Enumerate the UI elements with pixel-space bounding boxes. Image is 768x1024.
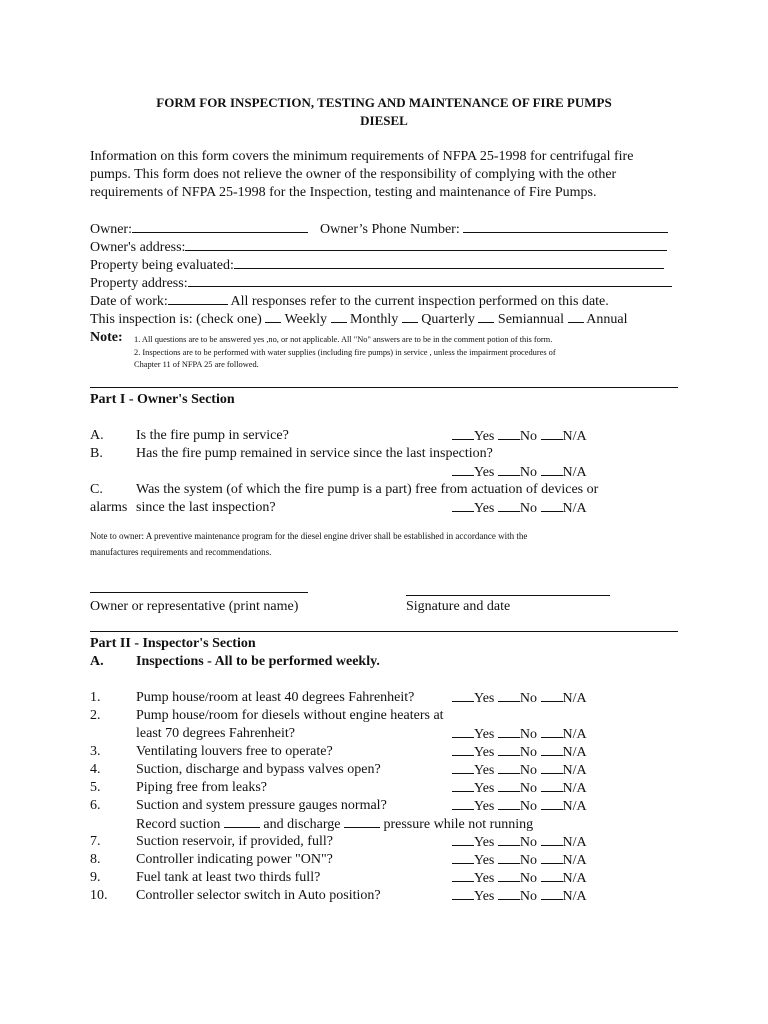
no-blank[interactable] (498, 779, 520, 792)
no-blank[interactable] (498, 725, 520, 738)
yes-label: Yes (474, 835, 495, 850)
annual-label: Annual (586, 312, 628, 327)
item-text: Fuel tank at least two thirds full? (136, 870, 321, 885)
yes-label: Yes (474, 781, 495, 796)
answer-options (452, 499, 587, 518)
part1-heading: Part I - Owner's Section (90, 392, 235, 407)
weekly-checkbox-line[interactable] (265, 310, 281, 323)
yes-blank[interactable] (452, 463, 474, 476)
na-label: N/A (562, 781, 587, 796)
yes-blank[interactable] (452, 499, 474, 512)
no-label: No (519, 871, 537, 886)
note-label: Note: (90, 330, 123, 345)
date-of-work-input-line[interactable] (168, 292, 228, 305)
na-label: N/A (562, 501, 587, 516)
item-number: 2. (90, 708, 101, 723)
owner-name-signature-line[interactable] (90, 592, 308, 593)
owner-phone-input-line[interactable] (463, 220, 668, 233)
owner-note-line: manufactures requirements and recommendations. (90, 547, 272, 557)
suction-pressure-blank[interactable] (224, 815, 260, 828)
item-number: 8. (90, 852, 101, 867)
weekly-label: Weekly (284, 312, 328, 327)
question-text: Is the fire pump in service? (136, 428, 289, 443)
na-blank[interactable] (541, 779, 563, 792)
yes-blank[interactable] (452, 761, 474, 774)
na-label: N/A (562, 889, 587, 904)
divider-line (90, 631, 678, 632)
property-address-input-line[interactable] (188, 274, 672, 287)
no-label: No (519, 429, 537, 444)
date-of-work-field (90, 292, 609, 311)
na-label: N/A (562, 799, 587, 814)
answer-options (452, 797, 587, 816)
yes-label: Yes (474, 429, 495, 444)
no-label: No (519, 501, 537, 516)
yes-label: Yes (474, 799, 495, 814)
inspection-frequency-field (90, 310, 627, 329)
record-suction-label: Record suction (136, 817, 221, 832)
owner-phone-label: Owner’s Phone Number: (320, 222, 460, 237)
question-number: C. (90, 482, 103, 497)
part2-subsection-heading: Inspections - All to be performed weekly. (136, 654, 380, 669)
intro-line: Information on this form covers the minimum requirements of NFPA 25-1998 for centrifugal fire (90, 149, 634, 164)
no-blank[interactable] (498, 427, 520, 440)
property-evaluated-input-line[interactable] (234, 256, 664, 269)
na-blank[interactable] (541, 743, 563, 756)
yes-label: Yes (474, 727, 495, 742)
note-line: 1. All questions are to be answered yes ,no, or not applicable. All "No" answers are to be in the comment potion of this form. (134, 335, 553, 344)
no-blank[interactable] (498, 761, 520, 774)
item-number: 4. (90, 762, 101, 777)
question-text: since the last inspection? (136, 500, 276, 515)
na-blank[interactable] (541, 725, 563, 738)
inspection-frequency-label: This inspection is: (check one) (90, 312, 262, 327)
item-number: 10. (90, 888, 108, 903)
form-title: FORM FOR INSPECTION, TESTING AND MAINTENANCE OF FIRE PUMPS (156, 95, 612, 110)
answer-options (452, 833, 587, 852)
no-label: No (519, 799, 537, 814)
part2-subsection-number: A. (90, 654, 104, 669)
item-number: 3. (90, 744, 101, 759)
yes-blank[interactable] (452, 779, 474, 792)
monthly-label: Monthly (350, 312, 399, 327)
intro-line: pumps. This form does not relieve the owner of the responsibility of complying with the other (90, 167, 617, 182)
no-blank[interactable] (498, 869, 520, 882)
no-blank[interactable] (498, 833, 520, 846)
yes-blank[interactable] (452, 725, 474, 738)
question-text: Was the system (of which the fire pump is a part) free from actuation of devices or (136, 482, 599, 497)
yes-blank[interactable] (452, 851, 474, 864)
yes-blank[interactable] (452, 869, 474, 882)
date-note: All responses refer to the current inspection performed on this date. (230, 294, 609, 309)
quarterly-label: Quarterly (421, 312, 475, 327)
yes-label: Yes (474, 465, 495, 480)
note-line: Chapter 11 of NFPA 25 are followed. (134, 360, 259, 369)
na-blank[interactable] (541, 499, 563, 512)
item-number: 6. (90, 798, 101, 813)
answer-options (452, 887, 587, 906)
yes-label: Yes (474, 763, 495, 778)
record-pressure-line (136, 815, 533, 834)
monthly-checkbox-line[interactable] (331, 310, 347, 323)
na-label: N/A (562, 727, 587, 742)
na-blank[interactable] (541, 833, 563, 846)
yes-blank[interactable] (452, 743, 474, 756)
item-number: 9. (90, 870, 101, 885)
item-text: Suction and system pressure gauges normal? (136, 798, 387, 813)
no-blank[interactable] (498, 499, 520, 512)
question-text: Has the fire pump remained in service since the last inspection? (136, 446, 493, 461)
item-text: Pump house/room at least 40 degrees Fahrenheit? (136, 690, 415, 705)
no-label: No (519, 727, 537, 742)
property-address-label: Property address: (90, 276, 188, 291)
signature-date-line[interactable] (406, 595, 610, 596)
answer-options (452, 725, 587, 744)
no-label: No (519, 853, 537, 868)
answer-options (452, 779, 587, 798)
item-text: Controller indicating power "ON"? (136, 852, 333, 867)
no-blank[interactable] (498, 463, 520, 476)
semiannual-checkbox-line[interactable] (478, 310, 494, 323)
item-text: Piping free from leaks? (136, 780, 268, 795)
no-label: No (519, 835, 537, 850)
na-blank[interactable] (541, 427, 563, 440)
na-label: N/A (562, 853, 587, 868)
answer-options (452, 689, 587, 708)
na-label: N/A (562, 465, 587, 480)
owner-representative-label: Owner or representative (print name) (90, 599, 299, 614)
yes-label: Yes (474, 745, 495, 760)
na-blank[interactable] (541, 851, 563, 864)
signature-date-label: Signature and date (406, 599, 511, 614)
yes-label: Yes (474, 853, 495, 868)
no-blank[interactable] (498, 689, 520, 702)
item-text: least 70 degrees Fahrenheit? (136, 726, 295, 741)
answer-options (452, 869, 587, 888)
semiannual-label: Semiannual (497, 312, 565, 327)
item-number: 1. (90, 690, 101, 705)
na-label: N/A (562, 745, 587, 760)
no-blank[interactable] (498, 797, 520, 810)
no-label: No (519, 889, 537, 904)
no-blank[interactable] (498, 851, 520, 864)
property-address-field (90, 274, 672, 293)
yes-blank[interactable] (452, 689, 474, 702)
na-blank[interactable] (541, 761, 563, 774)
yes-label: Yes (474, 889, 495, 904)
item-text: Pump house/room for diesels without engine heaters at (136, 708, 444, 723)
answer-options (452, 427, 587, 446)
na-blank[interactable] (541, 887, 563, 900)
owner-phone-field (320, 220, 668, 239)
yes-label: Yes (474, 691, 495, 706)
item-text: Ventilating louvers free to operate? (136, 744, 333, 759)
property-evaluated-label: Property being evaluated: (90, 258, 234, 273)
divider-line (90, 387, 678, 388)
note-line: 2. Inspections are to be performed with water supplies (including fire pumps) in service , unless the impairment procedures of (134, 348, 556, 357)
no-label: No (519, 691, 537, 706)
item-number: 5. (90, 780, 101, 795)
annual-checkbox-line[interactable] (568, 310, 584, 323)
owner-field (90, 220, 308, 239)
owner-input-line[interactable] (132, 220, 308, 233)
owner-address-field (90, 238, 667, 257)
no-label: No (519, 781, 537, 796)
yes-blank[interactable] (452, 797, 474, 810)
owner-label: Owner: (90, 222, 132, 237)
na-label: N/A (562, 871, 587, 886)
na-label: N/A (562, 691, 587, 706)
question-number: B. (90, 446, 103, 461)
no-blank[interactable] (498, 743, 520, 756)
na-label: N/A (562, 763, 587, 778)
yes-blank[interactable] (452, 833, 474, 846)
no-blank[interactable] (498, 887, 520, 900)
item-text: Suction reservoir, if provided, full? (136, 834, 333, 849)
owner-address-input-line[interactable] (185, 238, 667, 251)
property-evaluated-field (90, 256, 664, 275)
answer-options (452, 851, 587, 870)
na-blank[interactable] (541, 797, 563, 810)
form-subtitle: DIESEL (360, 113, 408, 128)
item-text: Suction, discharge and bypass valves open? (136, 762, 381, 777)
discharge-label: and discharge (263, 817, 341, 832)
no-label: No (519, 745, 537, 760)
question-number: A. (90, 428, 104, 443)
na-blank[interactable] (541, 869, 563, 882)
na-label: N/A (562, 429, 587, 444)
pressure-not-running-label: pressure while not running (383, 817, 534, 832)
part2-heading: Part II - Inspector's Section (90, 636, 256, 651)
discharge-pressure-blank[interactable] (344, 815, 380, 828)
no-label: No (519, 763, 537, 778)
yes-label: Yes (474, 501, 495, 516)
answer-options (452, 743, 587, 762)
quarterly-checkbox-line[interactable] (402, 310, 418, 323)
na-label: N/A (562, 835, 587, 850)
item-number: 7. (90, 834, 101, 849)
yes-blank[interactable] (452, 427, 474, 440)
na-blank[interactable] (541, 689, 563, 702)
owner-address-label: Owner's address: (90, 240, 186, 255)
yes-label: Yes (474, 871, 495, 886)
answer-options (452, 761, 587, 780)
item-text: Controller selector switch in Auto position? (136, 888, 381, 903)
no-label: No (519, 465, 537, 480)
yes-blank[interactable] (452, 887, 474, 900)
question-number: alarms (90, 500, 128, 515)
owner-note-line: Note to owner: A preventive maintenance program for the diesel engine driver shall be established in accordance with the (90, 531, 528, 541)
answer-options (452, 463, 587, 482)
date-of-work-label: Date of work: (90, 294, 168, 309)
intro-line: requirements of NFPA 25-1998 for the Inspection, testing and maintenance of Fire Pumps. (90, 185, 597, 200)
na-blank[interactable] (541, 463, 563, 476)
